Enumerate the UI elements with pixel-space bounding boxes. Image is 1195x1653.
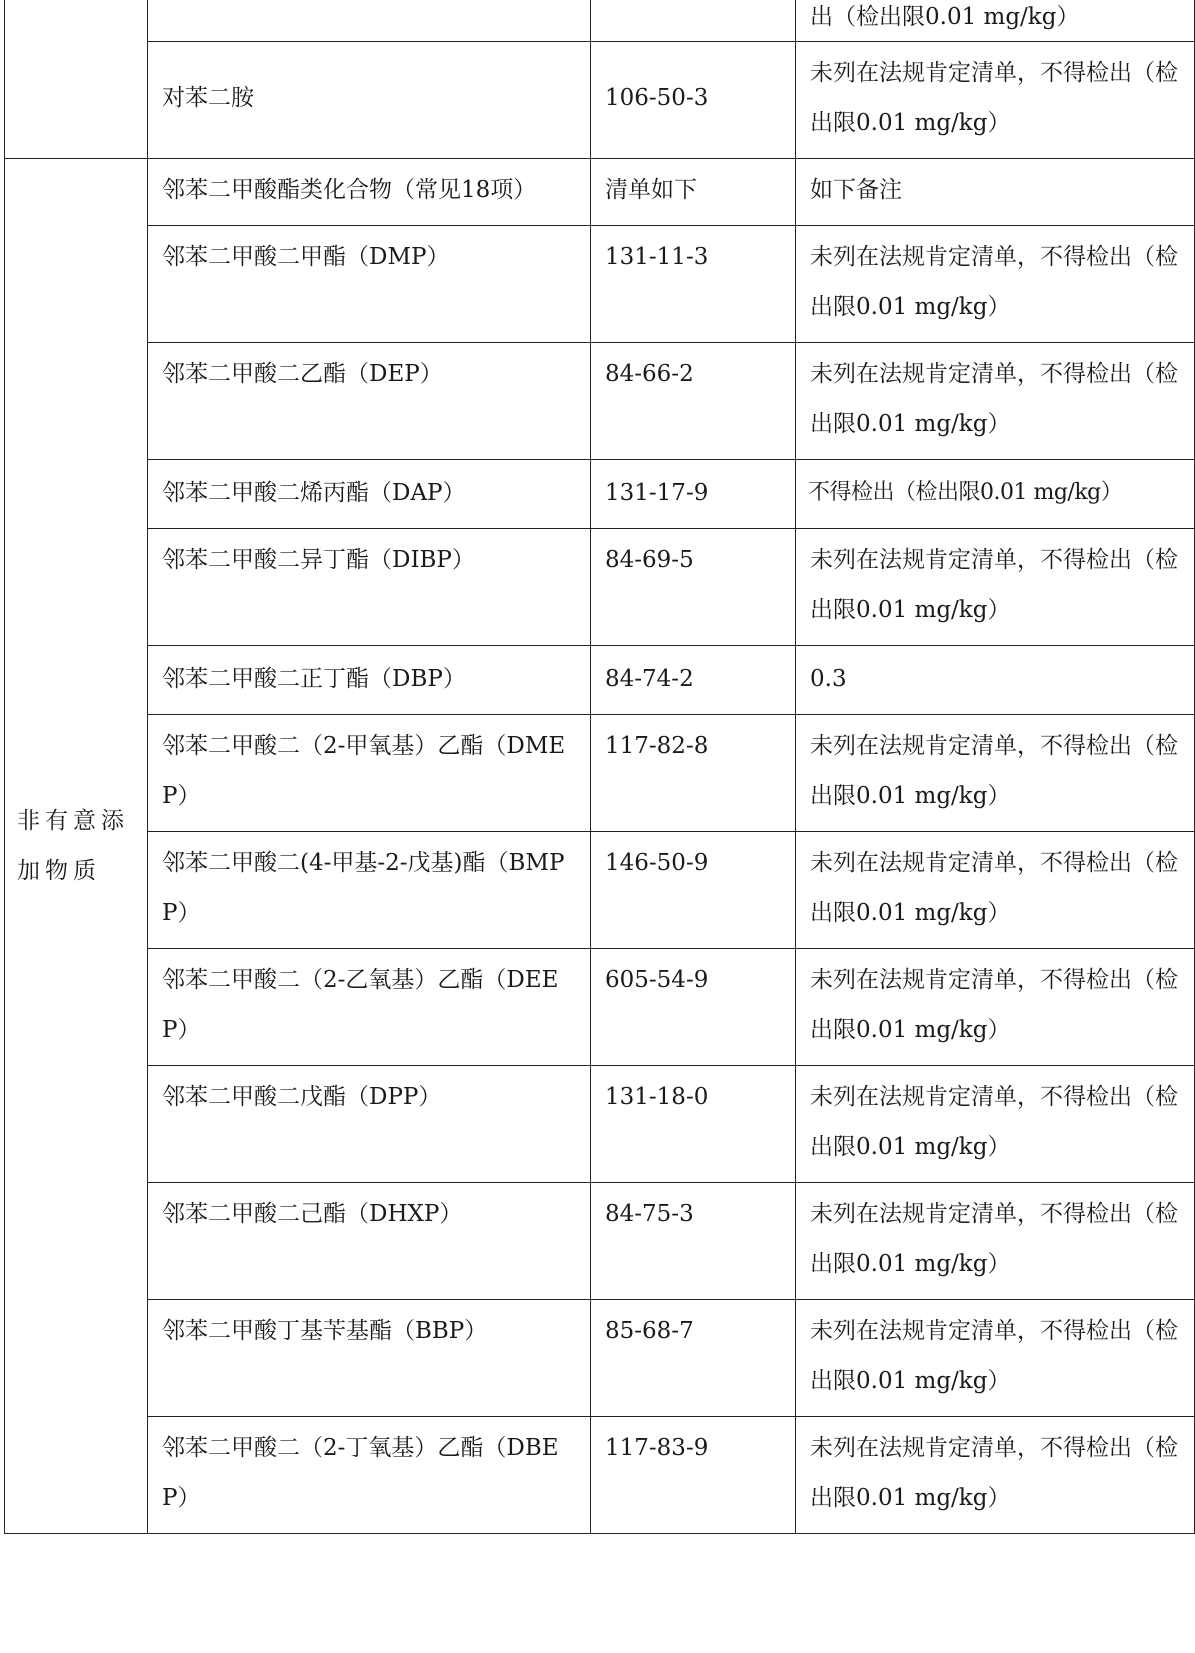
table-row: [5, 715, 1195, 832]
cas-number-cell: 106-50-3: [591, 42, 796, 159]
cas-number-cell: 84-66-2: [591, 343, 796, 460]
cas-number-cell: 84-69-5: [591, 529, 796, 646]
table-row: [5, 0, 1195, 42]
substance-name-cell: 邻苯二甲酸二（2-乙氧基）乙酯（DEEP）: [148, 949, 591, 1066]
substance-name-cell: 邻苯二甲酸二己酯（DHXP）: [148, 1183, 591, 1300]
substance-name-cell: 邻苯二甲酸二乙酯（DEP）: [148, 343, 591, 460]
table-row: [5, 42, 1195, 159]
table-row: [5, 460, 1195, 529]
table-row: [5, 646, 1195, 715]
category-cell-continued: [5, 0, 148, 159]
limit-cell: 未列在法规肯定清单，不得检出（检出限0.01 mg/kg）: [796, 715, 1195, 832]
substance-name-cell: 对苯二胺: [148, 42, 591, 159]
limit-cell: 0.3: [796, 646, 1195, 715]
substance-name-cell: 邻苯二甲酸二(4-甲基-2-戊基)酯（BMPP）: [148, 832, 591, 949]
substance-name-cell: 邻苯二甲酸二烯丙酯（DAP）: [148, 460, 591, 529]
cas-number-cell: 117-82-8: [591, 715, 796, 832]
table-row: [5, 343, 1195, 460]
category-label-cell: 非有意添加物质: [5, 159, 148, 1534]
limit-cell: 未列在法规肯定清单，不得检出（检出限0.01 mg/kg）: [796, 529, 1195, 646]
cas-number-cell: 清单如下: [591, 159, 796, 226]
limit-cell: 未列在法规肯定清单，不得检出（检出限0.01 mg/kg）: [796, 42, 1195, 159]
cas-number-cell: 605-54-9: [591, 949, 796, 1066]
table-row: [5, 529, 1195, 646]
table-row: [5, 1417, 1195, 1534]
limit-cell: 如下备注: [796, 159, 1195, 226]
table-row: [5, 159, 1195, 226]
table-row: [5, 226, 1195, 343]
limit-cell: 未列在法规肯定清单，不得检出（检出限0.01 mg/kg）: [796, 226, 1195, 343]
substance-name-cell: 邻苯二甲酸酯类化合物（常见18项）: [148, 159, 591, 226]
limit-cell: 未列在法规肯定清单，不得检出（检出限0.01 mg/kg）: [796, 1066, 1195, 1183]
limit-cell: 未列在法规肯定清单，不得检出（检出限0.01 mg/kg）: [796, 1300, 1195, 1417]
substance-limits-table: [4, 0, 1195, 1534]
substance-name-cell: 邻苯二甲酸二（2-甲氧基）乙酯（DMEP）: [148, 715, 591, 832]
substance-name-cell: 邻苯二甲酸二正丁酯（DBP）: [148, 646, 591, 715]
cas-number-cell: 131-18-0: [591, 1066, 796, 1183]
cas-number-cell: 131-11-3: [591, 226, 796, 343]
table-row: [5, 949, 1195, 1066]
substance-name-cell: 邻苯二甲酸丁基苄基酯（BBP）: [148, 1300, 591, 1417]
table-row: [5, 832, 1195, 949]
cas-number-cell: 146-50-9: [591, 832, 796, 949]
cas-number-cell: 131-17-9: [591, 460, 796, 529]
table-row: [5, 1183, 1195, 1300]
cas-number-cell: 117-83-9: [591, 1417, 796, 1534]
limit-cell: 未列在法规肯定清单，不得检出（检出限0.01 mg/kg）: [796, 1183, 1195, 1300]
cas-number-cell: [591, 0, 796, 42]
substance-name-cell: 邻苯二甲酸二（2-丁氧基）乙酯（DBEP）: [148, 1417, 591, 1534]
limit-cell: 未列在法规肯定清单，不得检出（检出限0.01 mg/kg）: [796, 343, 1195, 460]
limit-cell: 未列在法规肯定清单，不得检出（检出限0.01 mg/kg）: [796, 832, 1195, 949]
cas-number-cell: 85-68-7: [591, 1300, 796, 1417]
limit-cell: 未列在法规肯定清单，不得检出（检出限0.01 mg/kg）: [796, 949, 1195, 1066]
substance-name-cell: [148, 0, 591, 42]
limit-cell: 出（检出限0.01 mg/kg）: [796, 0, 1195, 42]
limit-cell: 未列在法规肯定清单，不得检出（检出限0.01 mg/kg）: [796, 1417, 1195, 1534]
substance-name-cell: 邻苯二甲酸二甲酯（DMP）: [148, 226, 591, 343]
limit-cell: 不得检出（检出限0.01 mg/kg）: [796, 460, 1195, 529]
substance-name-cell: 邻苯二甲酸二异丁酯（DIBP）: [148, 529, 591, 646]
cas-number-cell: 84-75-3: [591, 1183, 796, 1300]
substance-name-cell: 邻苯二甲酸二戊酯（DPP）: [148, 1066, 591, 1183]
table-row: [5, 1066, 1195, 1183]
table-row: [5, 1300, 1195, 1417]
cas-number-cell: 84-74-2: [591, 646, 796, 715]
